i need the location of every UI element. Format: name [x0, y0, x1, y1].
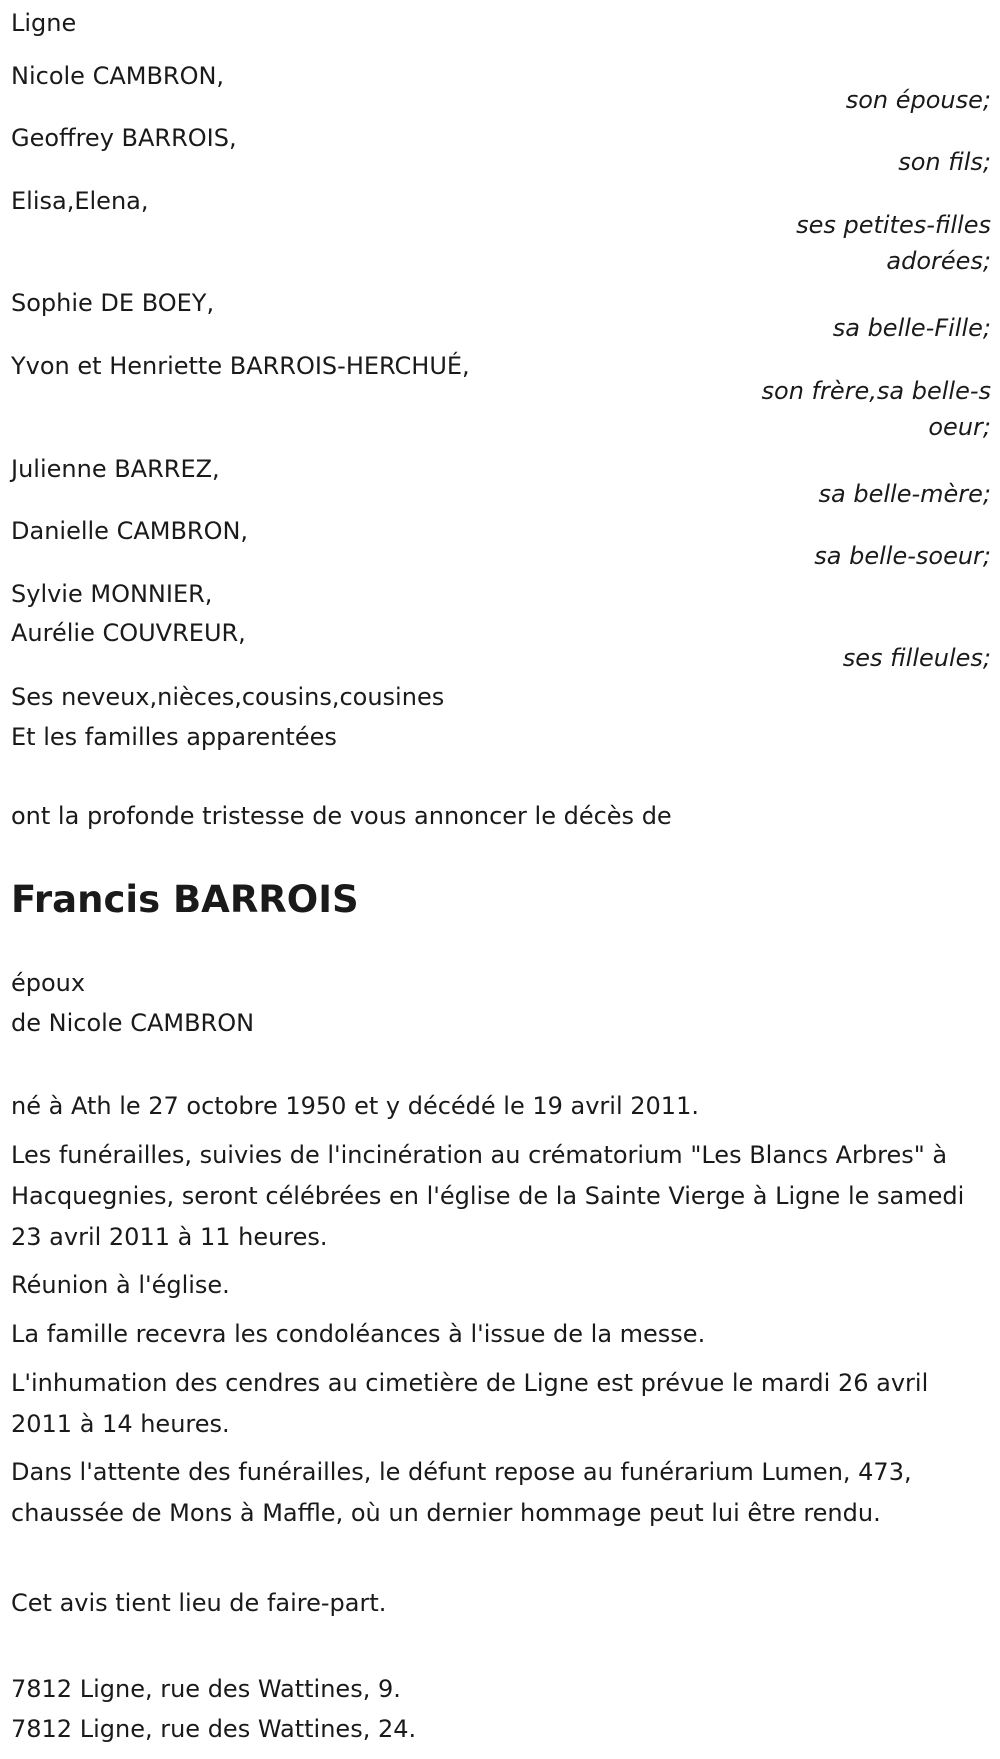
detail-paragraph: Dans l'attente des funérailles, le défunt repose au funérarium Lumen, 473, chaussée de Mons à Maffle, où un dernier hommage peut lui être rendu. [11, 1458, 912, 1527]
detail-paragraph: Les funérailles, suivies de l'incinération au crématorium "Les Blancs Arbres" à Hacquegnies, seront célébrées en l'église de la Sainte Vierge à Ligne le samedi 23 avril 2011 à 11 heures. [11, 1141, 965, 1251]
family-member-relation: son frère,sa belle-soeur; [761, 377, 991, 441]
spouse-line: époux [11, 969, 86, 997]
extended-family-line: Et les familles apparentées [11, 723, 337, 751]
family-member-relation: sa belle-Fille; [832, 314, 991, 342]
godchild-name: Sylvie MONNIER, [11, 580, 213, 608]
deceased-name: Francis BARROIS [11, 878, 359, 921]
family-member-name: Nicole CAMBRON, [11, 62, 225, 90]
detail-paragraph: Réunion à l'église. [11, 1271, 230, 1299]
detail-paragraph: La famille recevra les condoléances à l'issue de la messe. [11, 1320, 706, 1348]
family-member-name: Elisa,Elena, [11, 187, 149, 215]
family-member-relation: son épouse; [845, 86, 991, 114]
family-member-relation: sa belle-mère; [818, 480, 991, 508]
locality: Ligne [11, 9, 77, 37]
godchildren-relation: ses filleules; [842, 644, 991, 672]
extended-family-line: Ses neveux,nièces,cousins,cousines [11, 683, 445, 711]
address-line: 7812 Ligne, rue des Wattines, 9. [11, 1675, 401, 1703]
spouse-line: de Nicole CAMBRON [11, 1009, 255, 1037]
family-member-name: Danielle CAMBRON, [11, 517, 249, 545]
detail-paragraph: né à Ath le 27 octobre 1950 et y décédé le 19 avril 2011. [11, 1092, 699, 1120]
family-member-name: Sophie DE BOEY, [11, 289, 215, 317]
family-member-relation: son fils; [898, 148, 991, 176]
announcement-text: ont la profonde tristesse de vous annoncer le décès de [11, 802, 672, 830]
family-member-name: Yvon et Henriette BARROIS-HERCHUÉ, [11, 352, 470, 380]
family-member-relation: sa belle-soeur; [814, 542, 991, 570]
address-line: 7812 Ligne, rue des Wattines, 24. [11, 1715, 417, 1743]
detail-paragraph: L'inhumation des cendres au cimetière de Ligne est prévue le mardi 26 avril 2011 à 14 heures. [11, 1369, 929, 1438]
family-member-relation: ses petites-filles adorées; [796, 211, 991, 275]
family-member-name: Julienne BARREZ, [11, 455, 220, 483]
family-member-name: Geoffrey BARROIS, [11, 124, 237, 152]
godchild-name: Aurélie COUVREUR, [11, 619, 246, 647]
detail-paragraph: Cet avis tient lieu de faire-part. [11, 1589, 387, 1617]
